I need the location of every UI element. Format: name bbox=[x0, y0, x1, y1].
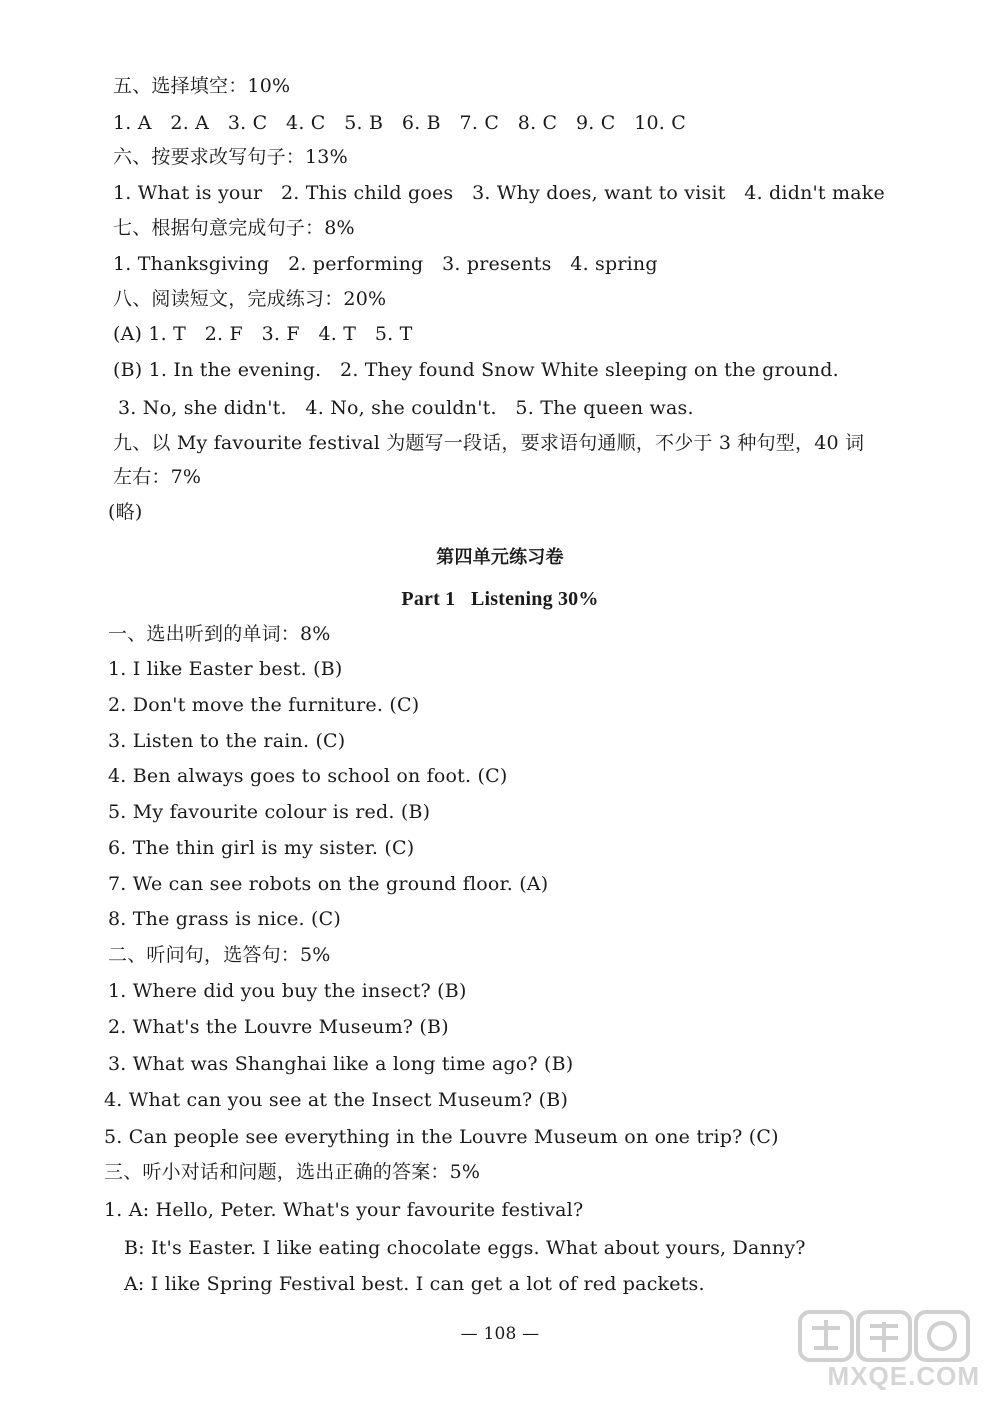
part-title: Part 1 Listening 30% bbox=[401, 588, 599, 610]
listening-2-item: 2. What's the Louvre Museum? (B) bbox=[108, 1016, 449, 1038]
listening-2-item: 5. Can people see everything in the Louvre Museum on one trip? (C) bbox=[104, 1126, 779, 1148]
section-8b-answers-line2: 3. No, she didn't. 4. No, she couldn't. 5. The queen was. bbox=[118, 397, 694, 419]
listening-1-item: 6. The thin girl is my sister. (C) bbox=[108, 837, 415, 859]
unit-title: 第四单元练习卷 bbox=[436, 547, 564, 568]
section-6-heading: 六、按要求改写句子：13% bbox=[113, 146, 348, 168]
page-number: — 108 — bbox=[460, 1324, 540, 1344]
listening-3-dialogue-line: A: I like Spring Festival best. I can get a lot of red packets. bbox=[124, 1273, 705, 1295]
listening-3-heading: 三、听小对话和问题，选出正确的答案：5% bbox=[104, 1161, 481, 1183]
section-9-heading-line2: 左右：7% bbox=[113, 466, 202, 488]
section-7-heading: 七、根据句意完成句子：8% bbox=[113, 217, 355, 239]
section-8b-answers-line1: (B) 1. In the evening. 2. They found Snow White sleeping on the ground. bbox=[113, 359, 839, 381]
watermark-logo bbox=[730, 1308, 980, 1398]
section-9-answer: (略) bbox=[108, 501, 143, 523]
watermark-seal-icon bbox=[730, 1308, 980, 1368]
listening-1-item: 2. Don't move the furniture. (C) bbox=[108, 694, 420, 716]
section-6-answers: 1. What is your 2. This child goes 3. Why does, want to visit 4. didn't make bbox=[113, 182, 885, 204]
listening-1-item: 4. Ben always goes to school on foot. (C) bbox=[108, 765, 508, 787]
listening-2-item: 4. What can you see at the Insect Museum? (B) bbox=[104, 1089, 569, 1111]
listening-1-item: 3. Listen to the rain. (C) bbox=[108, 730, 346, 752]
section-5-answers: 1. A 2. A 3. C 4. C 5. B 6. B 7. C 8. C 9. C 10. C bbox=[113, 112, 687, 134]
listening-1-item: 7. We can see robots on the ground floor. (A) bbox=[108, 873, 549, 895]
section-5-heading: 五、选择填空：10% bbox=[113, 75, 291, 97]
listening-3-dialogue-line: 1. A: Hello, Peter. What's your favourite festival? bbox=[104, 1199, 584, 1221]
listening-1-heading: 一、选出听到的单词：8% bbox=[108, 623, 331, 645]
section-8-heading: 八、阅读短文，完成练习：20% bbox=[113, 288, 387, 310]
listening-1-item: 1. I like Easter best. (B) bbox=[108, 658, 343, 680]
listening-2-item: 3. What was Shanghai like a long time ago? (B) bbox=[108, 1053, 574, 1075]
listening-3-dialogue-line: B: It's Easter. I like eating chocolate eggs. What about yours, Danny? bbox=[124, 1237, 806, 1259]
section-7-answers: 1. Thanksgiving 2. performing 3. presents 4. spring bbox=[113, 253, 658, 275]
listening-1-item: 8. The grass is nice. (C) bbox=[108, 908, 341, 930]
section-9-heading-line1: 九、以 My favourite festival 为题写一段话，要求语句通顺，不少于 3 种句型，40 词 bbox=[113, 432, 865, 454]
section-8a-answers: (A) 1. T 2. F 3. F 4. T 5. T bbox=[113, 323, 413, 345]
listening-1-item: 5. My favourite colour is red. (B) bbox=[108, 801, 431, 823]
listening-2-heading: 二、听问句，选答句：5% bbox=[108, 944, 331, 966]
listening-2-item: 1. Where did you buy the insect? (B) bbox=[108, 980, 467, 1002]
watermark-text: MXQE.COM bbox=[827, 1361, 980, 1391]
